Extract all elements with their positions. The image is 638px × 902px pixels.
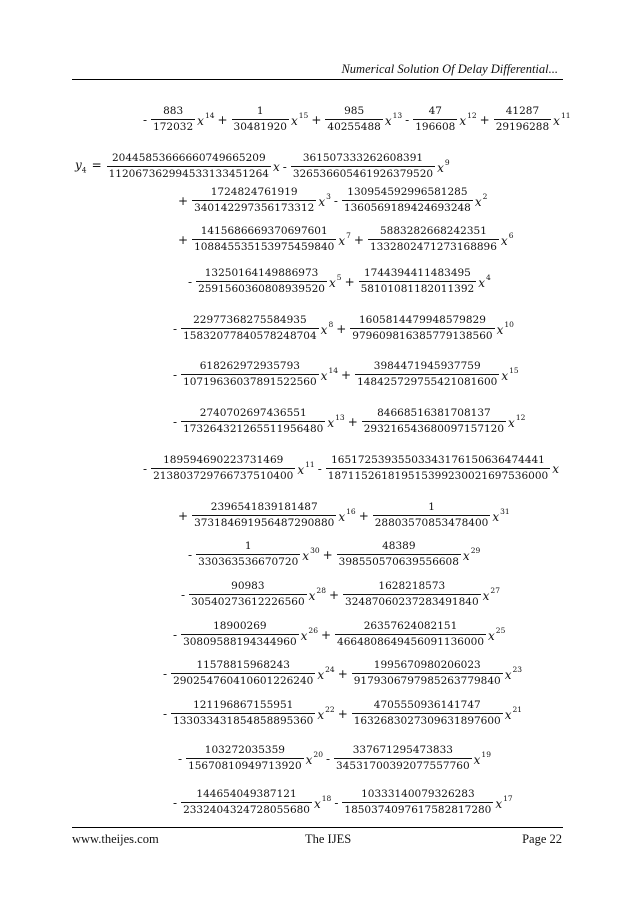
numerator: 84668516381708137 bbox=[377, 407, 491, 419]
numerator: 883 bbox=[163, 105, 184, 117]
power-term: $x^{28}$ bbox=[308, 586, 326, 603]
fraction bbox=[350, 314, 494, 343]
operator: + bbox=[336, 321, 347, 336]
lhs-variable: $y_4$ = bbox=[75, 158, 102, 175]
power-term: $x^{27}$ bbox=[482, 586, 500, 603]
numerator: 1 bbox=[256, 105, 264, 117]
power-term: $x^{22}$ bbox=[317, 705, 335, 722]
denominator: 373184691956487290880 bbox=[194, 517, 335, 529]
numerator: 103272035359 bbox=[204, 744, 285, 756]
exponent: 18 bbox=[321, 794, 332, 803]
operator: - bbox=[282, 159, 287, 174]
numerator: 2396541839181487 bbox=[210, 501, 318, 513]
numerator: 130954592996581285 bbox=[347, 186, 468, 198]
numerator: 20445853666660749665209 bbox=[111, 152, 266, 164]
denominator: 213803729766737510400 bbox=[153, 470, 294, 482]
operator: - bbox=[173, 795, 178, 810]
numerator: 1 bbox=[244, 540, 252, 552]
power-term: $x^3$ bbox=[318, 192, 331, 209]
exponent: 2 bbox=[482, 192, 488, 201]
denominator: 58101081182011392 bbox=[360, 283, 475, 295]
operator: + bbox=[320, 627, 332, 642]
operator: - bbox=[163, 666, 168, 681]
numerator: 48389 bbox=[382, 540, 416, 552]
power-term: $x^{12}$ bbox=[508, 413, 526, 430]
fraction bbox=[337, 540, 461, 569]
exponent: 27 bbox=[490, 586, 500, 595]
power-term: $x^{26}$ bbox=[300, 626, 318, 643]
denominator: 2332404324728055680 bbox=[183, 804, 310, 816]
operator: - bbox=[143, 461, 148, 476]
numerator: 1415686669370697601 bbox=[200, 225, 328, 237]
fraction bbox=[181, 407, 325, 436]
denominator: 290254760410601226240 bbox=[173, 675, 314, 687]
operator: - bbox=[317, 461, 322, 476]
operator: - bbox=[334, 795, 339, 810]
numerator: 361507333262608391 bbox=[302, 152, 424, 164]
power-term: $x^{15}$ bbox=[501, 366, 519, 383]
exponent: 12 bbox=[467, 111, 477, 120]
power-term: $x^{14}$ bbox=[197, 111, 215, 128]
denominator: 340142297356173312 bbox=[194, 202, 315, 214]
equation-line bbox=[185, 540, 480, 569]
power-term: $x^{16}$ bbox=[338, 507, 356, 524]
exponent: 16 bbox=[346, 507, 356, 516]
power-term: $x^{12}$ bbox=[459, 111, 477, 128]
fraction bbox=[171, 699, 315, 728]
denominator: 34531700392077557760 bbox=[336, 760, 470, 772]
operator: - bbox=[173, 414, 178, 429]
fraction bbox=[355, 360, 499, 389]
numerator: 189594690223731469 bbox=[163, 454, 284, 466]
operator: - bbox=[188, 547, 193, 562]
footer-journal: The IJES bbox=[305, 832, 352, 846]
denominator: 28803570853478400 bbox=[374, 517, 489, 529]
power-term: $x^4$ bbox=[478, 273, 491, 290]
exponent: 20 bbox=[313, 750, 323, 759]
denominator: 133033431854858895360 bbox=[173, 715, 314, 727]
equation-line bbox=[140, 454, 559, 483]
denominator: 398550570639556608 bbox=[338, 556, 459, 568]
exponent: 15 bbox=[298, 111, 309, 120]
denominator: 4664808649456091136000 bbox=[337, 636, 485, 648]
page-header bbox=[0, 0, 638, 80]
denominator: 326536605461926379520 bbox=[292, 168, 434, 180]
fraction bbox=[359, 267, 477, 296]
numerator: 121196867155951 bbox=[193, 699, 294, 711]
equation-line bbox=[160, 699, 522, 728]
numerator: 1744394411483495 bbox=[363, 267, 471, 279]
numerator: 18900269 bbox=[213, 620, 267, 632]
fraction bbox=[171, 659, 315, 688]
operator: + bbox=[337, 666, 348, 681]
fraction bbox=[326, 454, 550, 483]
power-term: $x^6$ bbox=[500, 231, 514, 248]
operator: + bbox=[178, 508, 189, 523]
exponent: 10 bbox=[504, 320, 514, 329]
fraction bbox=[325, 105, 382, 134]
fraction bbox=[181, 314, 319, 343]
operator: + bbox=[353, 232, 364, 247]
operator: - bbox=[163, 706, 168, 721]
numerator: 11578815968243 bbox=[196, 659, 290, 671]
operator: + bbox=[347, 414, 358, 429]
power-term: $x^{25}$ bbox=[488, 626, 506, 643]
denominator: 1360569189424693248 bbox=[343, 202, 471, 214]
numerator: 16517253935503343176150636474441 bbox=[331, 454, 545, 466]
operator: - bbox=[143, 112, 148, 127]
denominator: 9179306797985263779840 bbox=[353, 675, 501, 687]
numerator: 1605814479948579829 bbox=[358, 314, 486, 326]
equation-line bbox=[140, 105, 571, 134]
power-term: $x^{13}$ bbox=[384, 111, 403, 128]
operator: - bbox=[333, 193, 338, 208]
denominator: 30481920 bbox=[233, 121, 287, 133]
power-term: $x^{19}$ bbox=[473, 750, 491, 767]
equation-line bbox=[170, 360, 519, 389]
operator: - bbox=[188, 274, 193, 289]
operator: - bbox=[173, 367, 178, 382]
denominator: 196608 bbox=[415, 121, 456, 133]
operator: + bbox=[178, 232, 189, 247]
denominator: 30540273612226560 bbox=[191, 596, 305, 608]
fraction bbox=[186, 744, 304, 773]
denominator: 1632683027309631897600 bbox=[353, 715, 501, 727]
exponent: 8 bbox=[328, 320, 334, 329]
operator: + bbox=[311, 112, 322, 127]
exponent: 14 bbox=[204, 111, 215, 120]
fraction bbox=[352, 699, 503, 728]
power-term: $x^{18}$ bbox=[314, 794, 332, 811]
power-term: $x^{31}$ bbox=[492, 507, 510, 524]
exponent: 13 bbox=[392, 111, 403, 120]
operator: + bbox=[337, 706, 348, 721]
operator: + bbox=[358, 508, 369, 523]
equation-line bbox=[175, 744, 491, 773]
equation-line bbox=[170, 314, 514, 343]
operator: + bbox=[217, 112, 228, 127]
power-term: $x^9$ bbox=[437, 158, 450, 175]
exponent: 3 bbox=[326, 192, 331, 201]
fraction bbox=[181, 788, 312, 817]
denominator: 979609816385779138560 bbox=[352, 330, 493, 342]
exponent: 22 bbox=[325, 705, 335, 714]
fraction bbox=[232, 105, 289, 134]
exponent: 13 bbox=[335, 413, 345, 422]
denominator: 293216543680097157120 bbox=[363, 423, 505, 435]
numerator: 13250164149886973 bbox=[204, 267, 319, 279]
exponent: 5 bbox=[336, 273, 342, 282]
exponent: 23 bbox=[512, 665, 523, 674]
power-term: $x^{13}$ bbox=[327, 413, 345, 430]
exponent: 12 bbox=[515, 413, 526, 422]
fraction bbox=[151, 105, 195, 134]
power-term: $x^{29}$ bbox=[462, 546, 481, 563]
fraction bbox=[196, 540, 300, 569]
numerator: 4705550936141747 bbox=[373, 699, 481, 711]
numerator: 22977368275584935 bbox=[193, 314, 307, 326]
numerator: 47 bbox=[428, 105, 442, 117]
exponent: 7 bbox=[346, 231, 351, 240]
equation-line bbox=[185, 267, 491, 296]
fraction bbox=[192, 501, 336, 530]
numerator: 618262972935793 bbox=[199, 360, 300, 372]
power-term: $x^{20}$ bbox=[305, 750, 323, 767]
denominator: 15832077840578248704 bbox=[183, 330, 317, 342]
operator: + bbox=[479, 112, 490, 127]
power-term: $x^{21}$ bbox=[504, 705, 523, 722]
power-term: $x^8$ bbox=[320, 320, 334, 337]
numerator: 144654049387121 bbox=[196, 788, 297, 800]
exponent: 25 bbox=[495, 626, 506, 635]
numerator: 41287 bbox=[505, 105, 540, 117]
exponent: 19 bbox=[481, 750, 491, 759]
exponent: 6 bbox=[508, 231, 514, 240]
numerator: 1 bbox=[428, 501, 435, 513]
power-term: $x^7$ bbox=[338, 231, 351, 248]
footer-website: www.theijes.com bbox=[72, 832, 159, 846]
exponent: 29 bbox=[470, 546, 481, 555]
fraction bbox=[107, 152, 271, 181]
exponent: 11 bbox=[560, 111, 571, 120]
power-term: $x^{17}$ bbox=[495, 794, 513, 811]
equation-line bbox=[178, 580, 500, 609]
footer-rule bbox=[72, 827, 563, 828]
exponent: 21 bbox=[512, 705, 523, 714]
equation-line bbox=[175, 501, 510, 530]
exponent: 24 bbox=[325, 665, 335, 674]
running-title: Numerical Solution Of Delay Differential... bbox=[341, 62, 558, 76]
fraction bbox=[362, 407, 506, 436]
operator: + bbox=[178, 193, 189, 208]
fraction bbox=[373, 501, 491, 530]
denominator: 2591560360808939520 bbox=[198, 283, 325, 295]
numerator: 337671295473833 bbox=[352, 744, 453, 756]
exponent: 28 bbox=[316, 586, 326, 595]
fraction bbox=[494, 105, 551, 134]
power-term: $x^{15}$ bbox=[291, 111, 309, 128]
power-term: $x^{30}$ bbox=[302, 546, 320, 563]
operator: - bbox=[181, 587, 186, 602]
fraction bbox=[342, 788, 493, 817]
equation-line bbox=[160, 659, 522, 688]
denominator: 172032 bbox=[153, 121, 194, 133]
equation-line bbox=[170, 620, 505, 649]
operator: - bbox=[405, 112, 410, 127]
denominator: 187115261819515399230021697536000 bbox=[327, 470, 549, 482]
exponent: 9 bbox=[444, 158, 450, 167]
exponent: 17 bbox=[503, 794, 513, 803]
operator: + bbox=[328, 587, 340, 602]
numerator: 2740702697436551 bbox=[199, 407, 307, 419]
numerator: 1724824761919 bbox=[210, 186, 298, 198]
denominator: 1850374097617582817280 bbox=[344, 804, 492, 816]
fraction bbox=[342, 186, 473, 215]
exponent: 26 bbox=[308, 626, 318, 635]
equation-line bbox=[175, 186, 487, 215]
fraction bbox=[189, 580, 307, 609]
operator: - bbox=[178, 751, 183, 766]
numerator: 985 bbox=[344, 105, 365, 117]
exponent: 31 bbox=[500, 507, 510, 516]
footer-page-number: Page 22 bbox=[522, 832, 562, 846]
exponent: 30 bbox=[310, 546, 320, 555]
operator: - bbox=[173, 627, 178, 642]
denominator: 40255488 bbox=[327, 121, 381, 133]
operator: + bbox=[344, 274, 355, 289]
power-term: $x^{14}$ bbox=[320, 366, 338, 383]
fraction bbox=[192, 225, 336, 254]
operator: - bbox=[173, 321, 178, 336]
fraction bbox=[181, 620, 299, 649]
power-term: $x^{24}$ bbox=[317, 665, 335, 682]
power-term: x bbox=[272, 159, 280, 174]
denominator: 148425729755421081600 bbox=[357, 376, 498, 388]
operator: + bbox=[341, 367, 352, 382]
fraction bbox=[413, 105, 457, 134]
fraction bbox=[291, 152, 435, 181]
power-term: $x^2$ bbox=[474, 192, 488, 209]
exponent: 11 bbox=[305, 460, 315, 469]
fraction bbox=[181, 360, 319, 389]
equation-line bbox=[170, 407, 525, 436]
fraction bbox=[368, 225, 499, 254]
fraction bbox=[334, 744, 472, 773]
numerator: 26357624082151 bbox=[363, 620, 458, 632]
power-term: $x^{11}$ bbox=[297, 460, 315, 477]
equation-line bbox=[175, 225, 513, 254]
power-term: $x^{10}$ bbox=[496, 320, 514, 337]
denominator: 108845535153975459840 bbox=[194, 241, 335, 253]
equation-line bbox=[170, 788, 513, 817]
power-term: x bbox=[552, 461, 559, 476]
power-term: $x^{11}$ bbox=[553, 111, 571, 128]
numerator: 5883282668242351 bbox=[380, 225, 487, 237]
denominator: 173264321265511956480 bbox=[183, 423, 324, 435]
numerator: 1995670980206023 bbox=[373, 659, 481, 671]
fraction bbox=[196, 267, 327, 296]
numerator: 10333140079326283 bbox=[361, 788, 475, 800]
header-rule bbox=[72, 79, 563, 80]
denominator: 29196288 bbox=[495, 121, 550, 133]
power-term: $x^{23}$ bbox=[504, 665, 523, 682]
power-term: $x^5$ bbox=[329, 273, 342, 290]
denominator: 15670810949713920 bbox=[188, 760, 302, 772]
denominator: 1332802471273168896 bbox=[369, 241, 497, 253]
numerator: 1628218573 bbox=[378, 580, 446, 592]
equation-line bbox=[75, 152, 450, 181]
exponent: 4 bbox=[485, 273, 491, 282]
fraction bbox=[151, 454, 295, 483]
denominator: 112067362994533133451264 bbox=[108, 168, 269, 180]
fraction bbox=[192, 186, 316, 215]
denominator: 32487060237283491840 bbox=[345, 596, 479, 608]
operator: - bbox=[325, 751, 331, 766]
numerator: 3984471945937759 bbox=[373, 360, 481, 372]
exponent: 15 bbox=[509, 366, 519, 375]
numerator: 90983 bbox=[231, 580, 265, 592]
operator: + bbox=[322, 547, 333, 562]
denominator: 30809588194344960 bbox=[183, 636, 297, 648]
exponent: 14 bbox=[328, 366, 338, 375]
denominator: 330363536670720 bbox=[198, 556, 299, 568]
fraction bbox=[335, 620, 486, 649]
denominator: 10719636037891522560 bbox=[183, 376, 317, 388]
fraction bbox=[352, 659, 503, 688]
fraction bbox=[343, 580, 481, 609]
